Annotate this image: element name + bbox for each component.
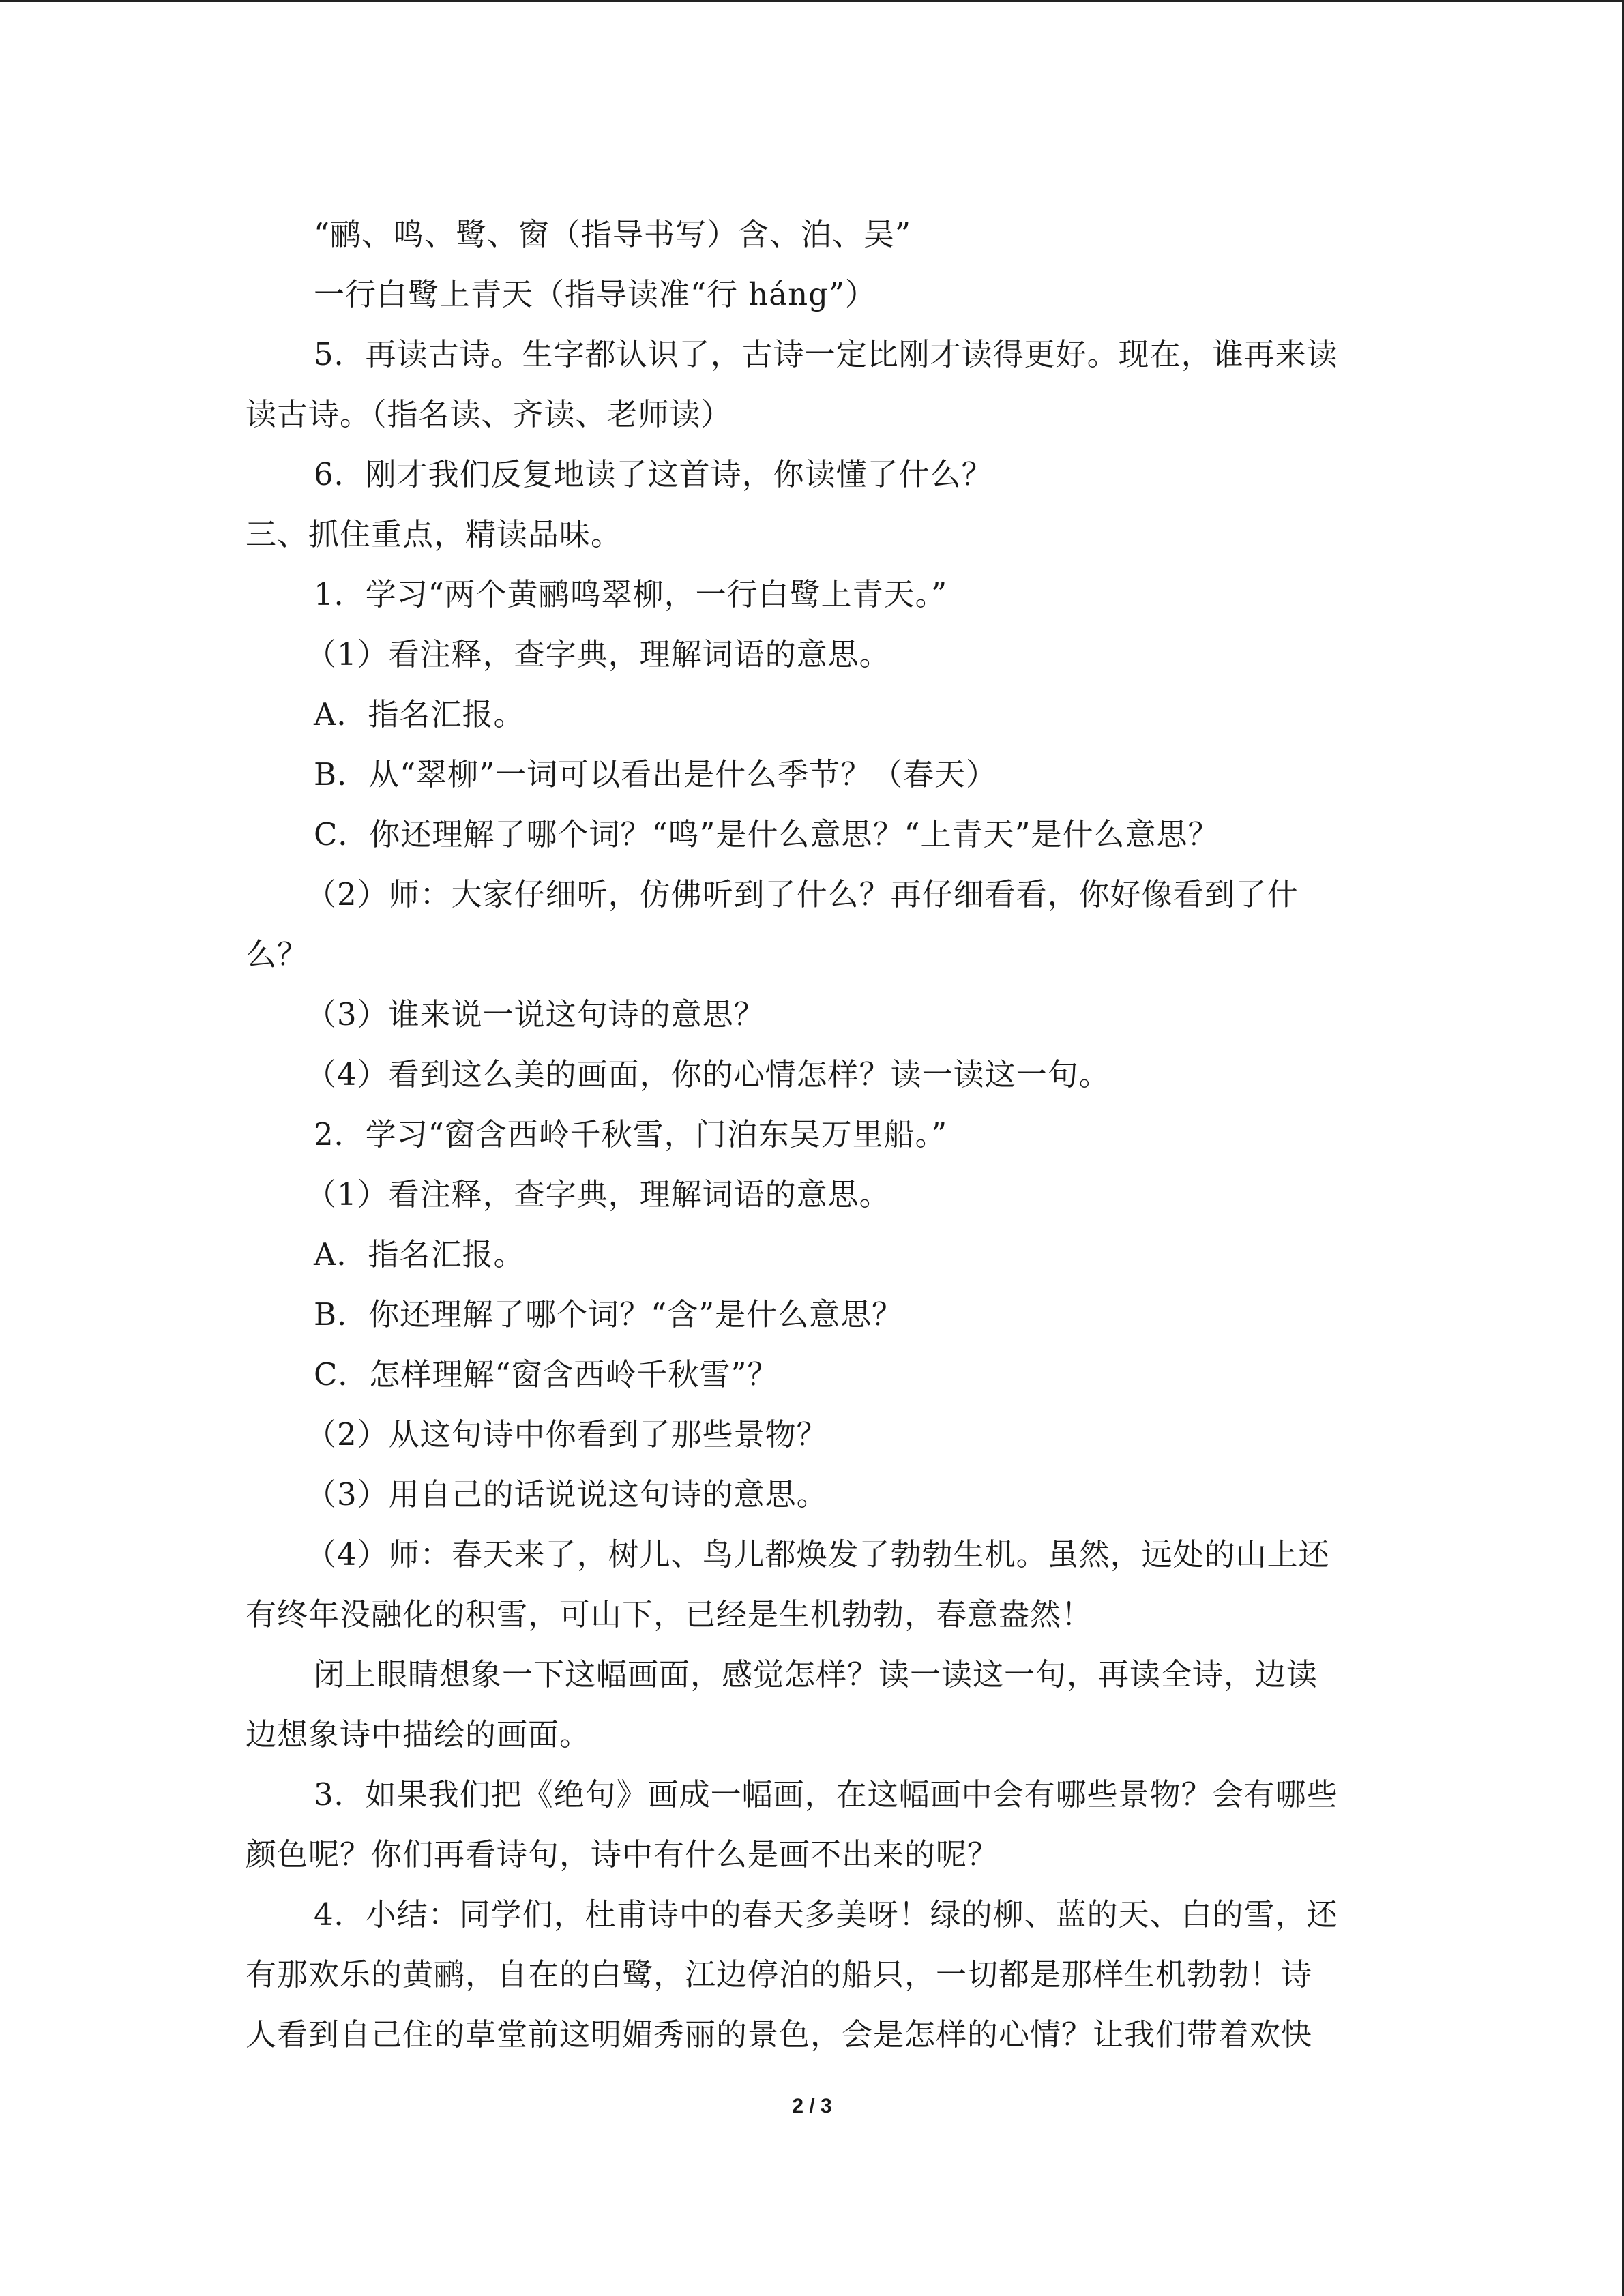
text-line: 边想象诗中描绘的画面。 xyxy=(246,1716,591,1753)
text-line: 有那欢乐的黄鹂，自在的白鹭，江边停泊的船只，一切都是那样生机勃勃！诗 xyxy=(246,1956,1313,1993)
text-line: （4）师：春天来了，树儿、鸟儿都焕发了勃勃生机。虽然，远处的山上还 xyxy=(306,1536,1330,1572)
document-body xyxy=(246,205,1378,2065)
page-number: 2 / 3 xyxy=(792,2095,832,2117)
text-line: 1．学习“两个黄鹂鸣翠柳，一行白鹭上青天。” xyxy=(314,576,948,612)
text-line: 么？ xyxy=(246,936,309,972)
text-line: 人看到自己住的草堂前这明媚秀丽的景色，会是怎样的心情？让我们带着欢快 xyxy=(246,2016,1313,2053)
text-line: （2）师：大家仔细听，仿佛听到了什么？再仔细看看，你好像看到了什 xyxy=(306,876,1299,912)
text-line: 有终年没融化的积雪，可山下，已经是生机勃勃，春意盎然！ xyxy=(246,1596,1093,1632)
text-line: B．从“翠柳”一词可以看出是什么季节？（春天） xyxy=(314,756,998,792)
text-line: 3．如果我们把《绝句》画成一幅画，在这幅画中会有哪些景物？会有哪些 xyxy=(314,1776,1338,1813)
text-line: 4．小结：同学们，杜甫诗中的春天多美呀！绿的柳、蓝的天、白的雪，还 xyxy=(314,1896,1338,1933)
text-line: （3）用自己的话说说这句诗的意思。 xyxy=(306,1476,828,1512)
top-border-line xyxy=(0,0,1624,2)
text-line: （4）看到这么美的画面，你的心情怎样？读一读这一句。 xyxy=(306,1056,1110,1092)
text-line: “鹂、鸣、鹭、窗（指导书写）含、泊、吴” xyxy=(314,216,912,252)
text-line: （1）看注释，查字典，理解词语的意思。 xyxy=(306,636,891,672)
text-line: 5．再读古诗。生字都认识了，古诗一定比刚才读得更好。现在，谁再来读 xyxy=(314,336,1338,372)
text-line: C．你还理解了哪个词？“鸣”是什么意思？“上青天”是什么意思？ xyxy=(314,816,1220,852)
text-line: （3）谁来说一说这句诗的意思？ xyxy=(306,996,765,1032)
text-line: B．你还理解了哪个词？“含”是什么意思？ xyxy=(314,1296,904,1332)
text-line: 读古诗。（指名读、齐读、老师读） xyxy=(246,396,733,432)
text-line: 闭上眼睛想象一下这幅画面，感觉怎样？读一读这一句，再读全诗，边读 xyxy=(314,1656,1318,1693)
text-line: A．指名汇报。 xyxy=(314,696,525,732)
text-line: （2）从这句诗中你看到了那些景物？ xyxy=(306,1416,828,1452)
section-heading: 三、抓住重点，精读品味。 xyxy=(246,516,623,552)
text-line: 颜色呢？你们再看诗句，诗中有什么是画不出来的呢？ xyxy=(246,1836,999,1873)
text-line: 6．刚才我们反复地读了这首诗，你读懂了什么？ xyxy=(314,456,993,492)
text-line: A．指名汇报。 xyxy=(314,1236,525,1272)
text-line: C．怎样理解“窗含西岭千秋雪”？ xyxy=(314,1356,779,1392)
text-line: （1）看注释，查字典，理解词语的意思。 xyxy=(306,1176,891,1212)
text-line: 一行白鹭上青天（指导读准“行 háng”） xyxy=(314,276,876,312)
text-line: 2．学习“窗含西岭千秋雪，门泊东吴万里船。” xyxy=(314,1116,948,1152)
